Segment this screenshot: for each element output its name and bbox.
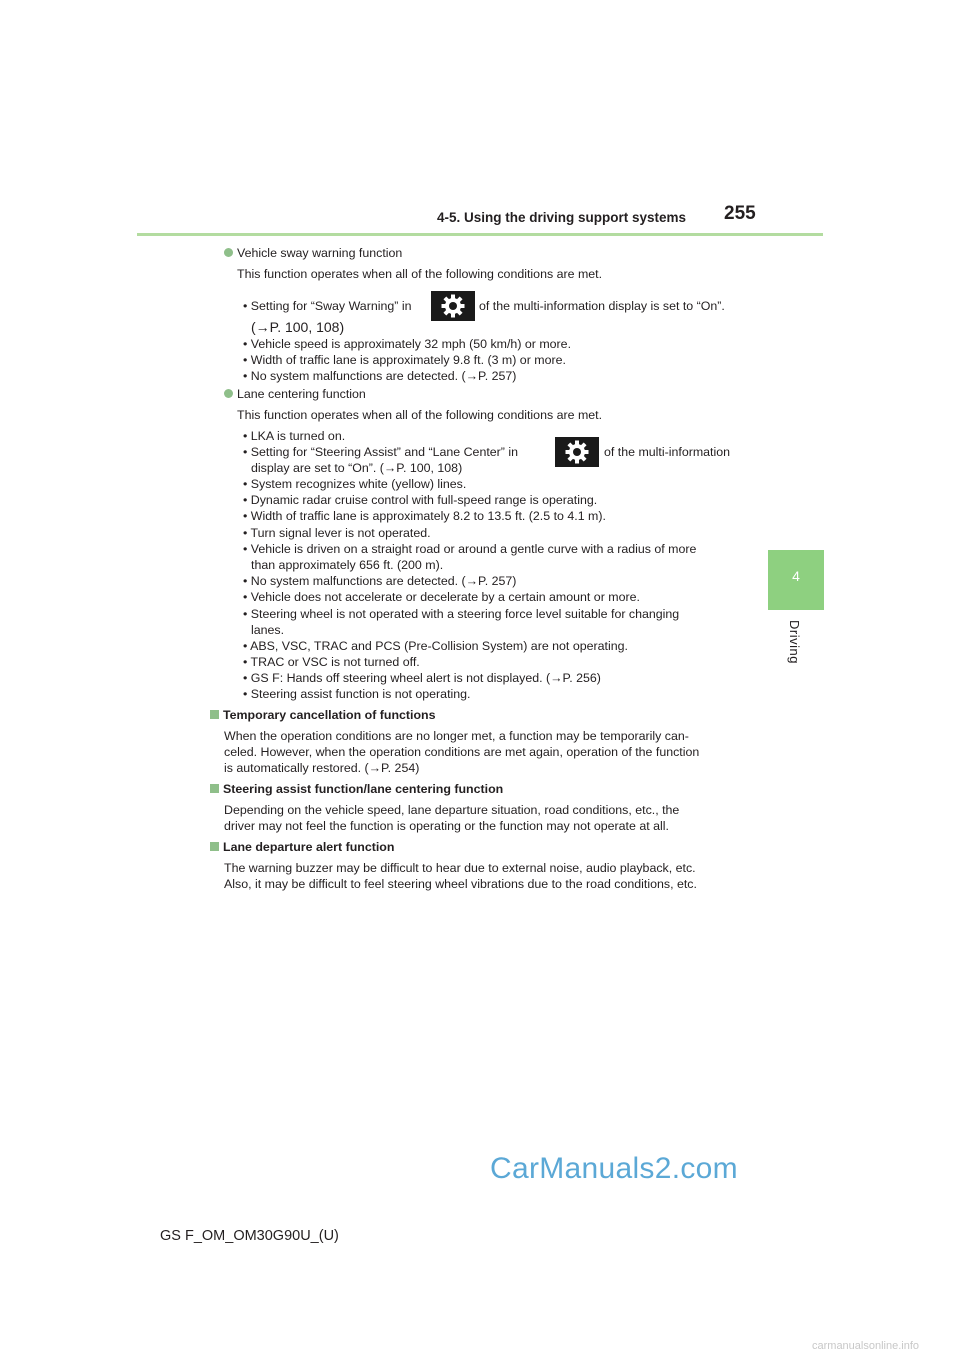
lane-bullet-13: • GS F: Hands off steering wheel alert is not displayed. (→P. 256) [243, 671, 601, 685]
lane-bullet-7: • Vehicle is driven on a straight road or around a gentle curve with a radius of more [243, 542, 697, 556]
sway-bullet-2: • Vehicle speed is approximately 32 mph (50 km/h) or more. [243, 337, 572, 351]
page-header [0, 0, 960, 240]
alert-line-2: Also, it may be difficult to feel steering wheel vibrations due to the road conditions, etc. [224, 877, 697, 891]
lane-bullet-2-cont: of the multi-information [604, 445, 731, 459]
watermark-site: carmanualsonline.info [812, 1340, 920, 1352]
steer-heading: Steering assist function/lane centering function [210, 781, 503, 797]
lane-bullet-2: • Setting for “Steering Assist” and “Lane Center” in [243, 445, 519, 459]
header-divider [137, 233, 823, 236]
temp-line-1: When the operation conditions are no longer met, a function may be temporarily can- [224, 729, 689, 743]
lane-bullet-10: • Steering wheel is not operated with a steering force level suitable for changing [243, 607, 680, 621]
sway-heading: Vehicle sway warning function [224, 245, 402, 261]
lane-bullet-8: • No system malfunctions are detected. (→P. 257) [243, 574, 517, 588]
lane-bullet-14: • Steering assist function is not operating. [243, 687, 471, 701]
temp-line-2: celed. However, when the operation conditions are met again, operation of the function [224, 745, 700, 759]
chapter-tab-number: 4 [792, 568, 800, 584]
settings-gear-icon [431, 291, 475, 321]
watermark-logo: CarManuals2.com [490, 1152, 738, 1185]
bullet-square-icon [210, 842, 219, 851]
bullet-square-icon [210, 784, 219, 793]
chapter-tab-label: Driving [787, 620, 802, 664]
temp-line-3: is automatically restored. (→P. 254) [224, 761, 420, 775]
settings-gear-icon [555, 437, 599, 467]
document-code: GS F_OM_OM30G90U_(U) [160, 1228, 339, 1244]
bullet-circle-icon [224, 248, 233, 257]
lane-bullet-6: • Turn signal lever is not operated. [243, 526, 431, 540]
sway-bullet-3: • Width of traffic lane is approximately 9.8 ft. (3 m) or more. [243, 353, 566, 367]
lane-bullet-12: • TRAC or VSC is not turned off. [243, 655, 420, 669]
lane-bullet-7-line2: than approximately 656 ft. (200 m). [251, 558, 444, 572]
lane-bullet-5: • Width of traffic lane is approximately 8.2 to 13.5 ft. (2.5 to 4.1 m). [243, 509, 606, 523]
lane-intro: This function operates when all of the following conditions are met. [237, 408, 603, 422]
sway-bullet-4: • No system malfunctions are detected. (→P. 257) [243, 369, 517, 383]
sway-intro: This function operates when all of the following conditions are met. [237, 267, 603, 281]
lane-bullet-9: • Vehicle does not accelerate or decelerate by a certain amount or more. [243, 590, 640, 604]
steer-line-1: Depending on the vehicle speed, lane departure situation, road conditions, etc., the [224, 803, 680, 817]
bullet-square-icon [210, 710, 219, 719]
section-title: 4-5. Using the driving support systems [436, 210, 686, 225]
bullet-circle-icon [224, 389, 233, 398]
lane-bullet-2-line2: display are set to “On”. (→P. 100, 108) [251, 461, 463, 475]
lane-bullet-11: • ABS, VSC, TRAC and PCS (Pre-Collision System) are not operating. [243, 639, 628, 653]
temp-heading: Temporary cancellation of functions [210, 707, 436, 723]
lane-bullet-1: • LKA is turned on. [243, 429, 346, 443]
lane-bullet-3: • System recognizes white (yellow) lines. [243, 477, 467, 491]
alert-heading: Lane departure alert function [210, 839, 394, 855]
sway-bullet-1-cont: of the multi-information display is set to “On”. [479, 299, 725, 313]
lane-bullet-10-line2: lanes. [251, 623, 285, 637]
steer-line-2: driver may not feel the function is operating or the function may not operate at all. [224, 819, 669, 833]
alert-line-1: The warning buzzer may be difficult to hear due to external noise, audio playback, etc. [224, 861, 696, 875]
page-number: 255 [724, 203, 756, 224]
sway-bullet-1-ref: (→P. 100, 108) [251, 319, 345, 335]
sway-bullet-1: • Setting for “Sway Warning” in [243, 299, 412, 313]
lane-bullet-4: • Dynamic radar cruise control with full-speed range is operating. [243, 493, 598, 507]
lane-heading: Lane centering function [224, 386, 366, 402]
